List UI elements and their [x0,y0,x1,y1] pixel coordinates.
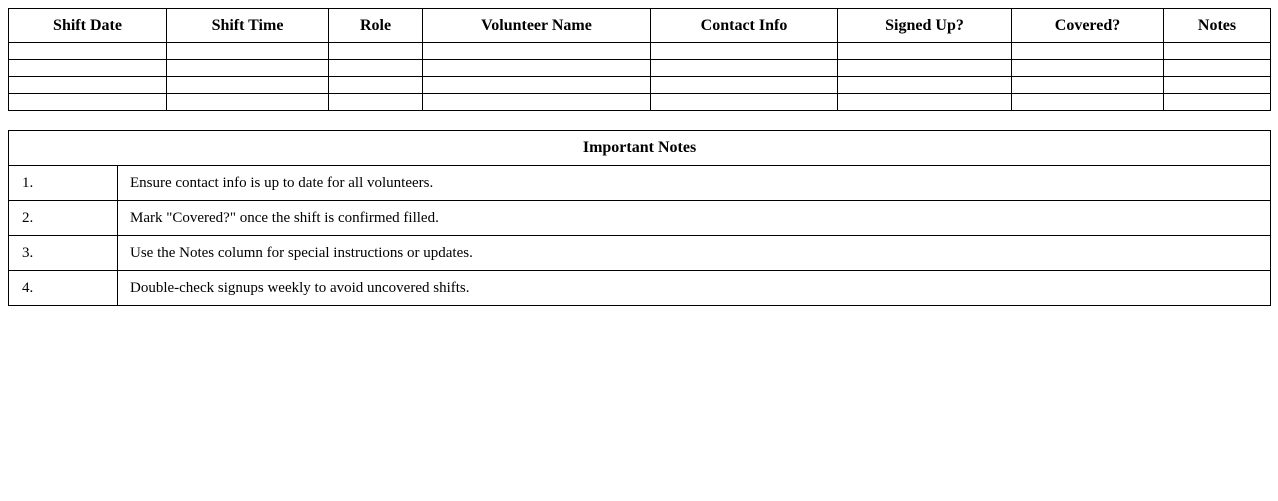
important-notes-table [8,130,1271,306]
schedule-cell[interactable] [838,77,1012,94]
schedule-cell[interactable] [1164,94,1271,111]
schedule-cell[interactable] [651,94,838,111]
schedule-cell[interactable] [423,94,651,111]
schedule-cell[interactable] [1012,94,1164,111]
schedule-cell[interactable] [838,60,1012,77]
column-header-shift-date: Shift Date [9,9,167,43]
schedule-cell[interactable] [1012,60,1164,77]
note-text: Use the Notes column for special instructions or updates. [118,236,1271,271]
column-header-volunteer-name: Volunteer Name [423,9,651,43]
note-row [9,166,1271,201]
note-number: 1. [9,166,118,201]
schedule-cell[interactable] [167,94,329,111]
note-number: 4. [9,271,118,306]
note-text: Mark "Covered?" once the shift is confirmed filled. [118,201,1271,236]
schedule-row [9,60,1271,77]
schedule-cell[interactable] [167,77,329,94]
schedule-cell[interactable] [423,60,651,77]
note-row [9,271,1271,306]
schedule-cell[interactable] [423,77,651,94]
schedule-row [9,77,1271,94]
note-number: 2. [9,201,118,236]
schedule-header-row [9,9,1271,43]
note-number: 3. [9,236,118,271]
column-header-contact-info: Contact Info [651,9,838,43]
schedule-cell[interactable] [167,60,329,77]
shift-schedule-table [8,8,1271,111]
schedule-cell[interactable] [9,43,167,60]
column-header-role: Role [329,9,423,43]
schedule-cell[interactable] [329,43,423,60]
note-text: Ensure contact info is up to date for all volunteers. [118,166,1271,201]
column-header-signed-up: Signed Up? [838,9,1012,43]
column-header-shift-time: Shift Time [167,9,329,43]
schedule-cell[interactable] [423,43,651,60]
schedule-cell[interactable] [838,43,1012,60]
note-row [9,201,1271,236]
schedule-row [9,94,1271,111]
note-text: Double-check signups weekly to avoid uncovered shifts. [118,271,1271,306]
schedule-cell[interactable] [9,60,167,77]
column-header-covered: Covered? [1012,9,1164,43]
schedule-cell[interactable] [329,60,423,77]
schedule-cell[interactable] [167,43,329,60]
schedule-cell[interactable] [651,77,838,94]
schedule-cell[interactable] [651,43,838,60]
schedule-cell[interactable] [9,94,167,111]
schedule-cell[interactable] [1012,43,1164,60]
schedule-cell[interactable] [1012,77,1164,94]
schedule-row [9,43,1271,60]
schedule-cell[interactable] [9,77,167,94]
note-row [9,236,1271,271]
schedule-cell[interactable] [329,94,423,111]
schedule-cell[interactable] [329,77,423,94]
important-notes-title: Important Notes [9,131,1271,166]
schedule-body [9,43,1271,111]
schedule-cell[interactable] [1164,60,1271,77]
schedule-cell[interactable] [838,94,1012,111]
schedule-cell[interactable] [1164,43,1271,60]
column-header-notes: Notes [1164,9,1271,43]
schedule-cell[interactable] [1164,77,1271,94]
schedule-cell[interactable] [651,60,838,77]
notes-header-row [9,131,1271,166]
